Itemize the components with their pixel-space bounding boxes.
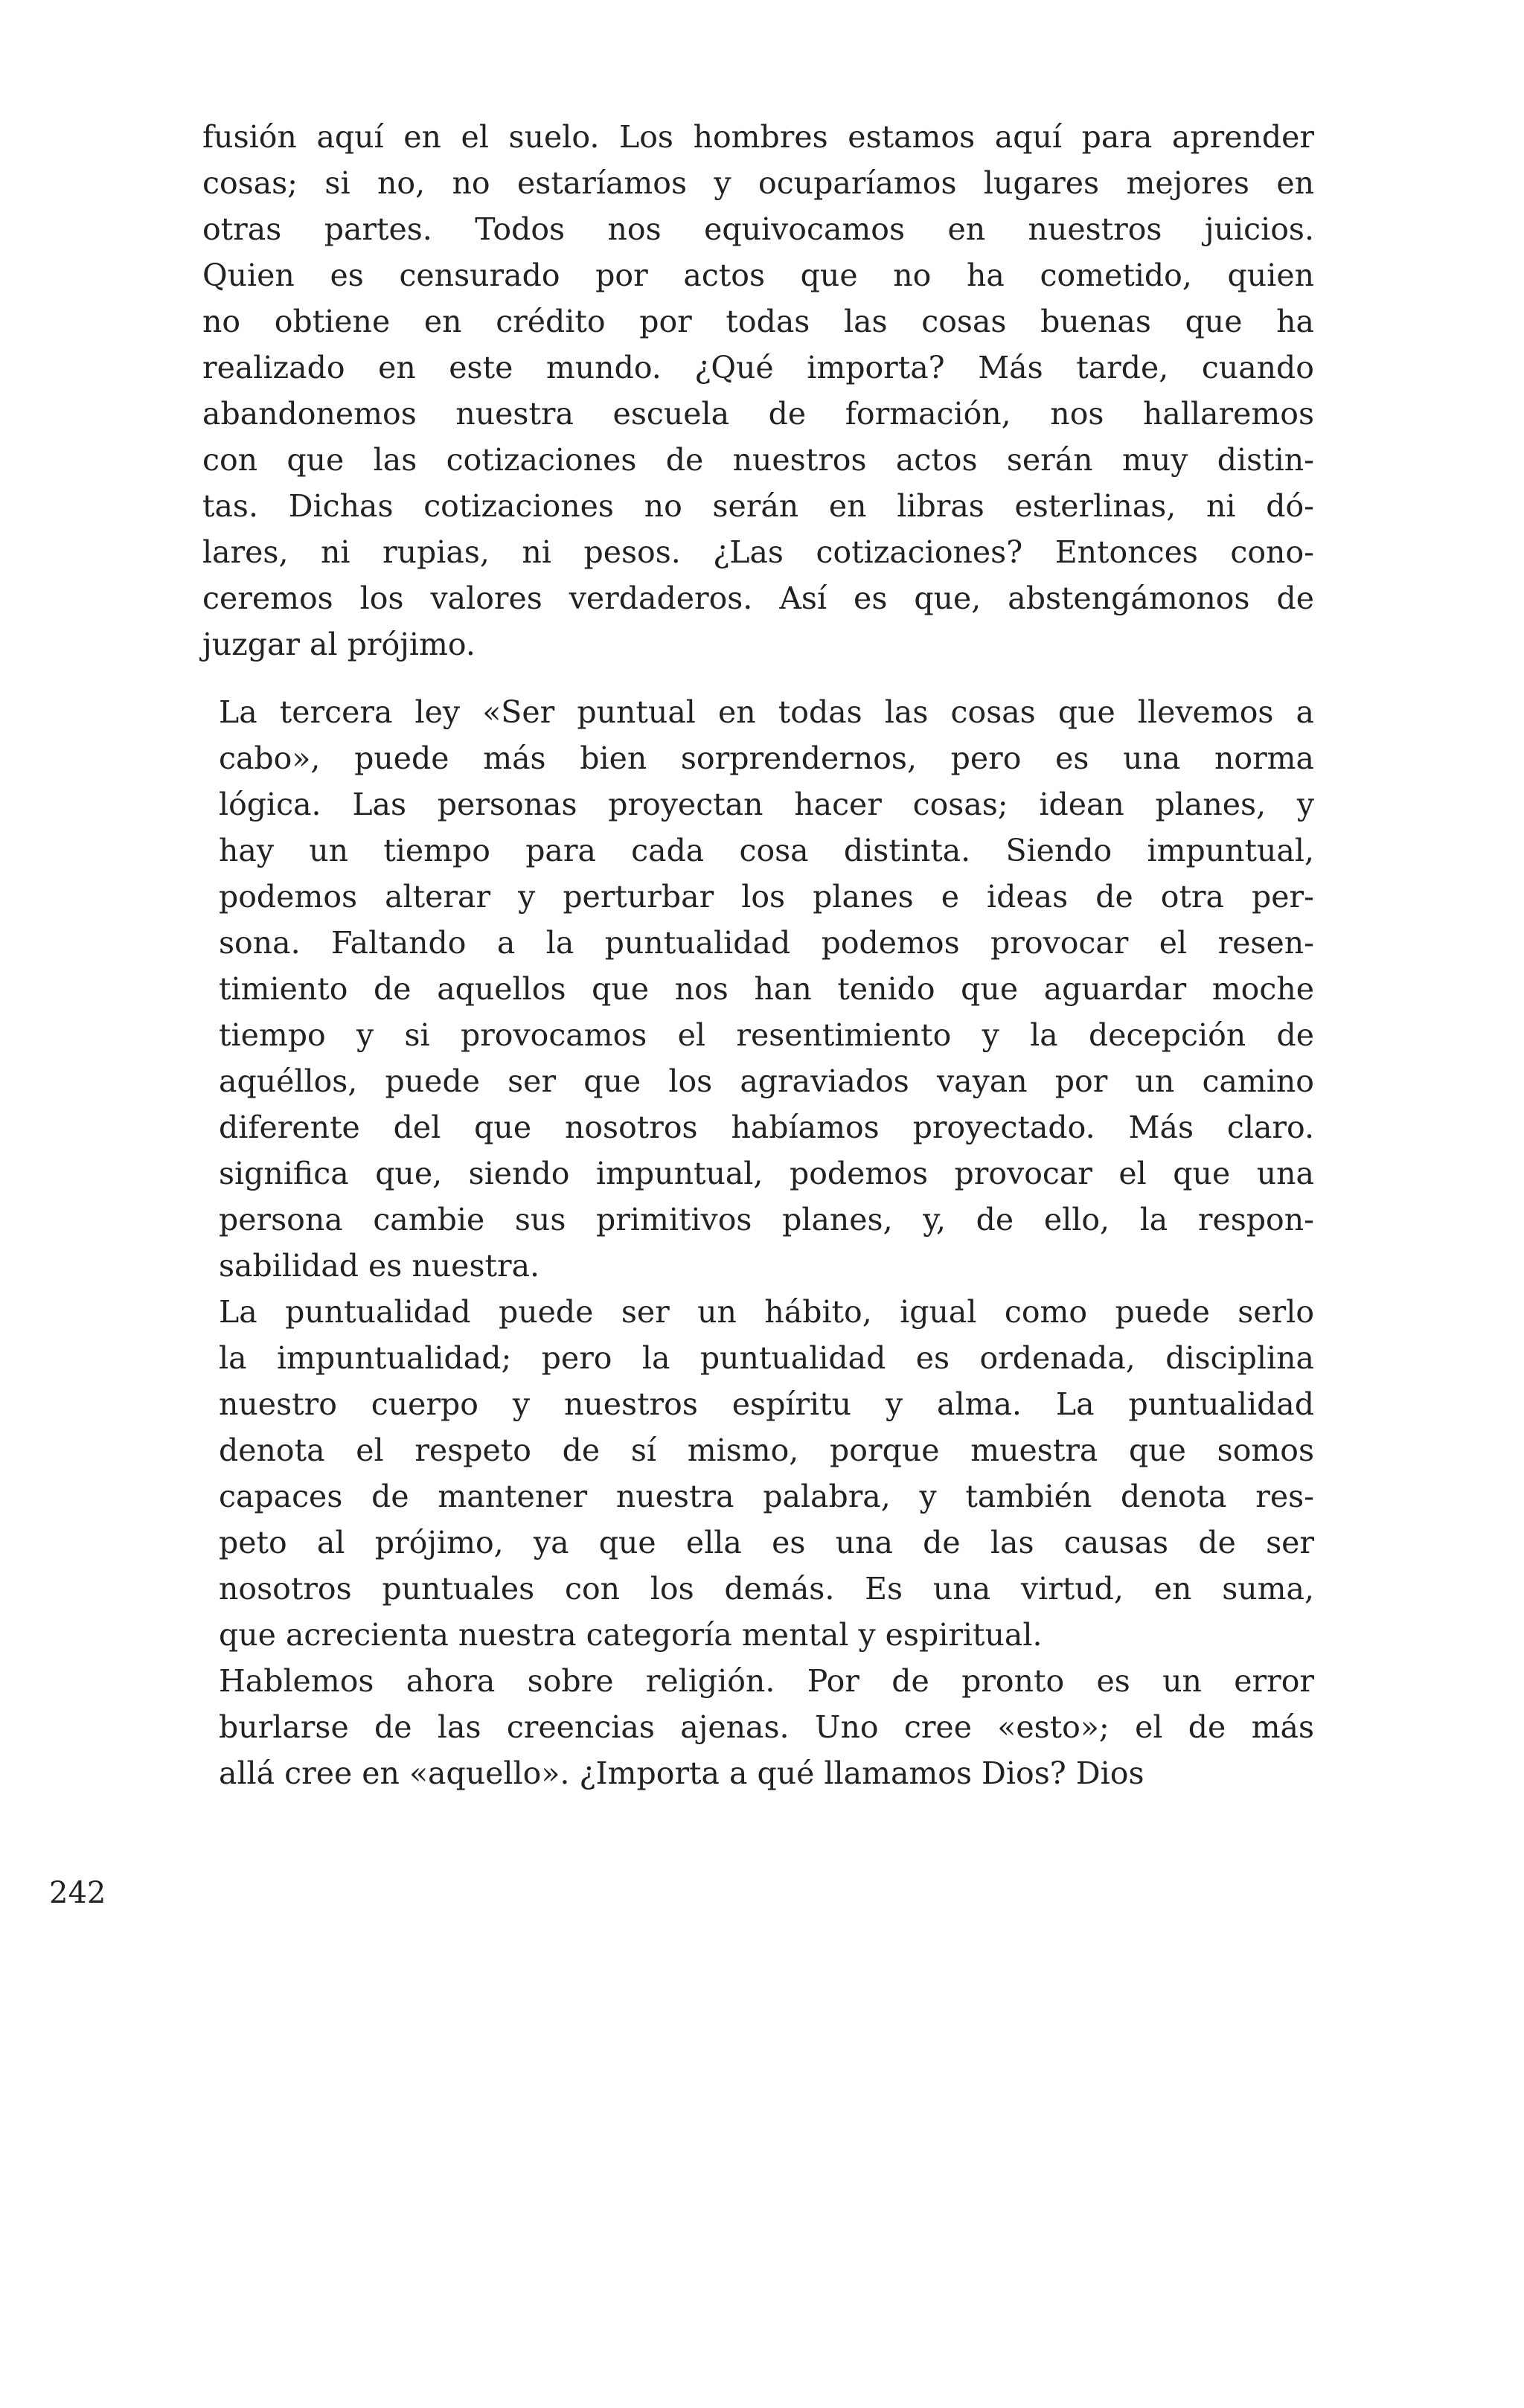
text-line: La puntualidad puede ser un hábito, igual como puede serlo xyxy=(219,1294,1314,1330)
text-line: cosas; si no, no estaríamos y ocuparíamos lugares mejores en xyxy=(202,165,1314,201)
text-line: burlarse de las creencias ajenas. Uno cree «esto»; el de más xyxy=(219,1709,1314,1745)
paragraph-3 xyxy=(219,1289,1314,1658)
text-line: significa que, siendo impuntual, podemos provocar el que una xyxy=(219,1156,1314,1191)
text-line: hay un tiempo para cada cosa distinta. Siendo impuntual, xyxy=(219,833,1314,868)
text-line: tiempo y si provocamos el resentimiento y la decepción de xyxy=(219,1017,1314,1053)
text-line: Quien es censurado por actos que no ha cometido, quien xyxy=(202,257,1314,293)
text-line: lares, ni rupias, ni pesos. ¿Las cotizaciones? Entonces cono- xyxy=(202,534,1314,570)
text-line: allá cree en «aquello». ¿Importa a qué llamamos Dios? Dios xyxy=(219,1755,1144,1791)
text-line: peto al prójimo, ya que ella es una de las causas de ser xyxy=(219,1525,1314,1560)
text-line: podemos alterar y perturbar los planes e ideas de otra per- xyxy=(219,879,1314,915)
text-line: con que las cotizaciones de nuestros actos serán muy distin- xyxy=(202,442,1314,478)
text-line: sona. Faltando a la puntualidad podemos provocar el resen- xyxy=(219,925,1314,961)
text-line: otras partes. Todos nos equivocamos en nuestros juicios. xyxy=(202,211,1314,247)
text-line: no obtiene en crédito por todas las cosas buenas que ha xyxy=(202,304,1314,339)
text-line: nosotros puntuales con los demás. Es una virtud, en suma, xyxy=(219,1571,1314,1607)
text-line: Hablemos ahora sobre religión. Por de pronto es un error xyxy=(219,1663,1314,1699)
text-line: fusión aquí en el suelo. Los hombres estamos aquí para aprender xyxy=(202,119,1314,155)
text-line: diferente del que nosotros habíamos proyectado. Más claro. xyxy=(219,1109,1314,1145)
text-line: sabilidad es nuestra. xyxy=(219,1248,540,1284)
text-line: timiento de aquellos que nos han tenido que aguardar moche xyxy=(219,971,1314,1007)
text-line: aquéllos, puede ser que los agraviados vayan por un camino xyxy=(219,1063,1314,1099)
text-line: capaces de mantener nuestra palabra, y también denota res- xyxy=(219,1479,1314,1514)
text-line: ceremos los valores verdaderos. Así es que, abstengámonos de xyxy=(202,580,1314,616)
paragraph-2 xyxy=(219,689,1314,1289)
text-line: lógica. Las personas proyectan hacer cosas; idean planes, y xyxy=(219,787,1314,822)
text-line: la impuntualidad; pero la puntualidad es ordenada, disciplina xyxy=(219,1340,1314,1376)
text-line: cabo», puede más bien sorprendernos, pero es una norma xyxy=(219,740,1314,776)
text-line: juzgar al prójimo. xyxy=(202,627,476,662)
text-line: nuestro cuerpo y nuestros espíritu y alma. La puntualidad xyxy=(219,1386,1314,1422)
page-number: 242 xyxy=(49,1876,106,1910)
text-line: persona cambie sus primitivos planes, y, de ello, la respon- xyxy=(219,1202,1314,1237)
paragraph-4 xyxy=(219,1658,1314,1796)
text-line: La tercera ley «Ser puntual en todas las cosas que llevemos a xyxy=(219,694,1314,730)
text-line: realizado en este mundo. ¿Qué importa? Más tarde, cuando xyxy=(202,350,1314,385)
text-line: tas. Dichas cotizaciones no serán en libras esterlinas, ni dó- xyxy=(202,488,1314,524)
text-line: abandonemos nuestra escuela de formación, nos hallaremos xyxy=(202,396,1314,432)
paragraph-1 xyxy=(202,114,1314,667)
text-line: denota el respeto de sí mismo, porque muestra que somos xyxy=(219,1432,1314,1468)
text-line: que acrecienta nuestra categoría mental y espiritual. xyxy=(219,1617,1043,1653)
